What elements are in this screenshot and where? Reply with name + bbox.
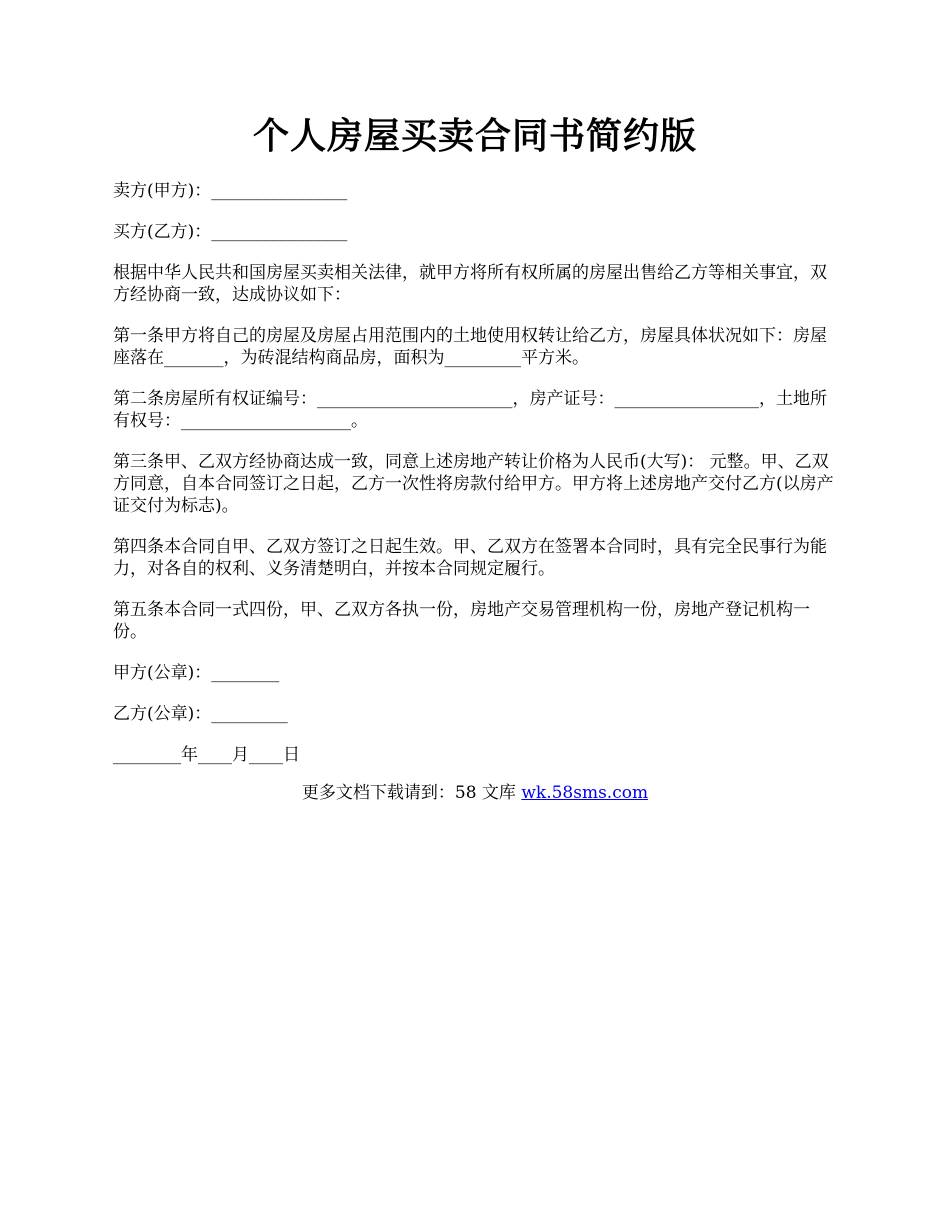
party-b-seal-line: 乙方(公章)：_________ [113,704,288,724]
date-line: ________年____月____日 [113,745,300,765]
article-5-paragraph: 第五条本合同一式四份，甲、乙双方各执一份，房地产交易管理机构一份，房地产登记机构一份。 [113,600,810,642]
preamble-paragraph: 根据中华人民共和国房屋买卖相关法律，就甲方将所有权所属的房屋出售给乙方等相关事宜，双方经协商一致，达成协议如下： [113,263,827,305]
party-a-seal-line: 甲方(公章)：________ [113,663,280,683]
document-body [113,180,843,785]
footer-text: 更多文档下载请到：58 文库 [301,783,522,803]
footer-link[interactable]: wk.58sms.com [521,783,649,803]
article-3-paragraph: 第三条甲、乙双方经协商达成一致，同意上述房地产转让价格为人民币(大写)： 元整。甲、乙双方同意，自本合同签订之日起，乙方一次性将房款付给甲方。甲方将上述房地产交付乙方(以房产证交付为标志)。 [113,452,834,516]
buyer-line: 买方(乙方)：________________ [113,222,348,242]
download-footer [0,782,950,804]
seller-line: 卖方(甲方)：________________ [113,181,348,201]
article-2-paragraph: 第二条房屋所有权证编号：_______________________，房产证号：_________________，土地所有权号：____________________。 [113,389,827,431]
article-1-paragraph: 第一条甲方将自己的房屋及房屋占用范围内的土地使用权转让给乙方，房屋具体状况如下：房屋座落在_______，为砖混结构商品房，面积为_________平方米。 [113,326,827,368]
article-4-paragraph: 第四条本合同自甲、乙双方签订之日起生效。甲、乙双方在签署本合同时，具有完全民事行为能力，对各自的权利、义务清楚明白，并按本合同规定履行。 [113,537,827,579]
document-title: 个人房屋买卖合同书简约版 [252,115,697,157]
